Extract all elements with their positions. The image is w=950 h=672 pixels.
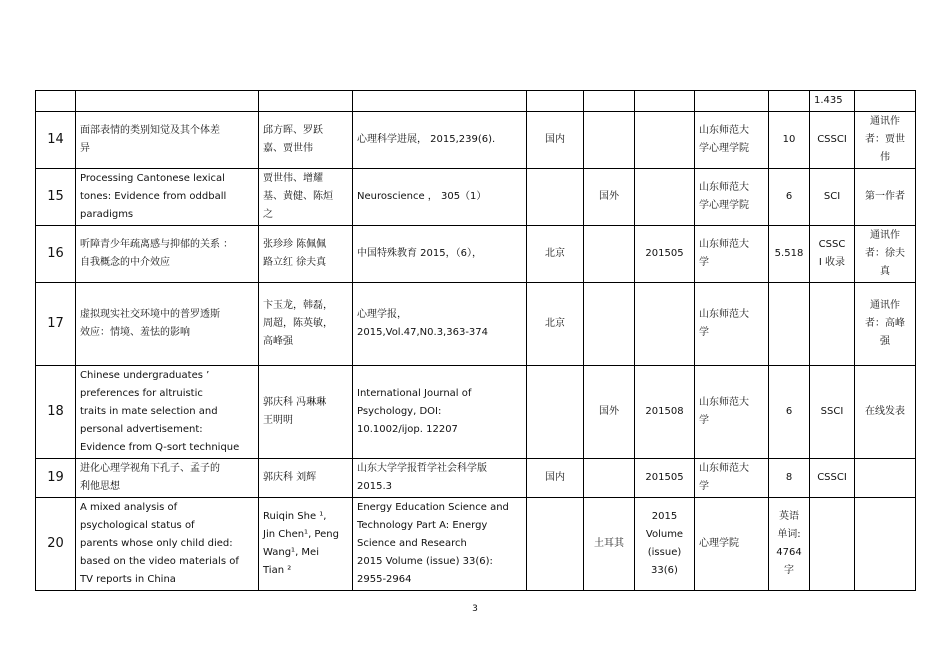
unit-cell: 山东师范大 学心理学院 xyxy=(695,112,769,169)
foreign-cell xyxy=(584,459,635,498)
row-number: 18 xyxy=(36,366,76,459)
impact-factor-cell: 10 xyxy=(769,112,810,169)
domestic-cell xyxy=(527,366,584,459)
index-cell xyxy=(810,498,855,591)
impact-factor-cell xyxy=(769,283,810,366)
table-row xyxy=(36,283,916,366)
authors-cell: 郭庆科 刘辉 xyxy=(259,459,353,498)
title-cell: 听障青少年疏离感与抑郁的关系 ： 自我概念的中介效应 xyxy=(76,226,259,283)
author-role-cell: 通讯作 者：高峰 强 xyxy=(855,283,916,366)
authors-cell: 邱方晖、罗跃 嘉、贾世伟 xyxy=(259,112,353,169)
date-cell xyxy=(635,283,695,366)
date-cell: 201505 xyxy=(635,459,695,498)
title-cell: Chinese undergraduates ’ preferences for altruistic traits in mate selection and personal advertisement: Evidence from Q-sort technique xyxy=(76,366,259,459)
table-row-top xyxy=(36,91,916,112)
impact-factor-cell: 英语 单词: 4764 字 xyxy=(769,498,810,591)
index-cell: CSSCI xyxy=(810,112,855,169)
authors-cell: Ruiqin She ¹, Jin Chen¹, Peng Wang¹, Mei Tian ² xyxy=(259,498,353,591)
publication-table xyxy=(35,90,916,591)
date-cell xyxy=(635,112,695,169)
journal-cell: 中国特殊教育 2015，（6）， xyxy=(353,226,527,283)
author-role-cell: 第一作者 xyxy=(855,169,916,226)
unit-cell: 山东师范大 学 xyxy=(695,283,769,366)
row-number: 16 xyxy=(36,226,76,283)
table-row xyxy=(36,112,916,169)
table-row xyxy=(36,498,916,591)
journal-cell: 山东大学学报哲学社会科学版 2015.3 xyxy=(353,459,527,498)
date-cell: 201508 xyxy=(635,366,695,459)
author-role-cell xyxy=(855,498,916,591)
title-cell: 虚拟现实社交环境中的普罗透斯 效应：情境、羞怯的影响 xyxy=(76,283,259,366)
authors-cell: 卞玉龙，韩磊， 周超，陈英敏， 高峰强 xyxy=(259,283,353,366)
impact-factor-cell: 1.435 xyxy=(810,91,855,112)
foreign-cell: 土耳其 xyxy=(584,498,635,591)
author-role-cell: 通讯作 者：徐夫 真 xyxy=(855,226,916,283)
domestic-cell: 国内 xyxy=(527,112,584,169)
index-cell: SCI xyxy=(810,169,855,226)
foreign-cell: 国外 xyxy=(584,366,635,459)
domestic-cell xyxy=(527,169,584,226)
journal-cell: International Journal of Psychology, DOI: 10.1002/ijop. 12207 xyxy=(353,366,527,459)
author-role-cell xyxy=(855,459,916,498)
authors-cell: 郭庆科 冯琳琳 王明明 xyxy=(259,366,353,459)
domestic-cell xyxy=(527,498,584,591)
foreign-cell xyxy=(584,283,635,366)
journal-cell: Neuroscience ， 305（1） xyxy=(353,169,527,226)
journal-cell: 心理科学进展， 2015,239(6). xyxy=(353,112,527,169)
foreign-cell xyxy=(584,112,635,169)
date-cell: 2015 Volume (issue) 33(6) xyxy=(635,498,695,591)
authors-cell: 张珍珍 陈佩佩 路立红 徐夫真 xyxy=(259,226,353,283)
date-cell: 201505 xyxy=(635,226,695,283)
impact-factor-cell: 5.518 xyxy=(769,226,810,283)
unit-cell: 山东师范大 学 xyxy=(695,226,769,283)
row-number: 20 xyxy=(36,498,76,591)
title-cell: 进化心理学视角下孔子、孟子的 利他思想 xyxy=(76,459,259,498)
title-cell: Processing Cantonese lexical tones: Evidence from oddball paradigms xyxy=(76,169,259,226)
row-number: 14 xyxy=(36,112,76,169)
impact-factor-cell: 6 xyxy=(769,366,810,459)
table-row xyxy=(36,169,916,226)
unit-cell: 心理学院 xyxy=(695,498,769,591)
authors-cell: 贾世伟、增耀 基、黄健、陈烜 之 xyxy=(259,169,353,226)
domestic-cell: 北京 xyxy=(527,283,584,366)
date-cell xyxy=(635,169,695,226)
journal-cell: Energy Education Science and Technology Part A: Energy Science and Research 2015 Volume (issue) 33(6): 2955-2964 xyxy=(353,498,527,591)
table-row xyxy=(36,226,916,283)
journal-cell: 心理学报， 2015,Vol.47,N0.3,363-374 xyxy=(353,283,527,366)
title-cell: A mixed analysis of psychological status of parents whose only child died: based on the video materials of TV reports in China xyxy=(76,498,259,591)
author-role-cell: 通讯作 者：贾世 伟 xyxy=(855,112,916,169)
table-row xyxy=(36,459,916,498)
row-number: 19 xyxy=(36,459,76,498)
foreign-cell xyxy=(584,226,635,283)
table-row xyxy=(36,366,916,459)
impact-factor-cell: 8 xyxy=(769,459,810,498)
domestic-cell: 北京 xyxy=(527,226,584,283)
impact-factor-cell: 6 xyxy=(769,169,810,226)
index-cell xyxy=(810,283,855,366)
index-cell: CSSCI xyxy=(810,459,855,498)
unit-cell: 山东师范大 学心理学院 xyxy=(695,169,769,226)
index-cell: SSCI xyxy=(810,366,855,459)
foreign-cell: 国外 xyxy=(584,169,635,226)
domestic-cell: 国内 xyxy=(527,459,584,498)
index-cell: CSSC I 收录 xyxy=(810,226,855,283)
title-cell: 面部表情的类别知觉及其个体差 异 xyxy=(76,112,259,169)
unit-cell: 山东师范大 学 xyxy=(695,366,769,459)
unit-cell: 山东师范大 学 xyxy=(695,459,769,498)
page-number: 3 xyxy=(472,604,478,614)
row-number: 15 xyxy=(36,169,76,226)
row-number: 17 xyxy=(36,283,76,366)
author-role-cell: 在线发表 xyxy=(855,366,916,459)
